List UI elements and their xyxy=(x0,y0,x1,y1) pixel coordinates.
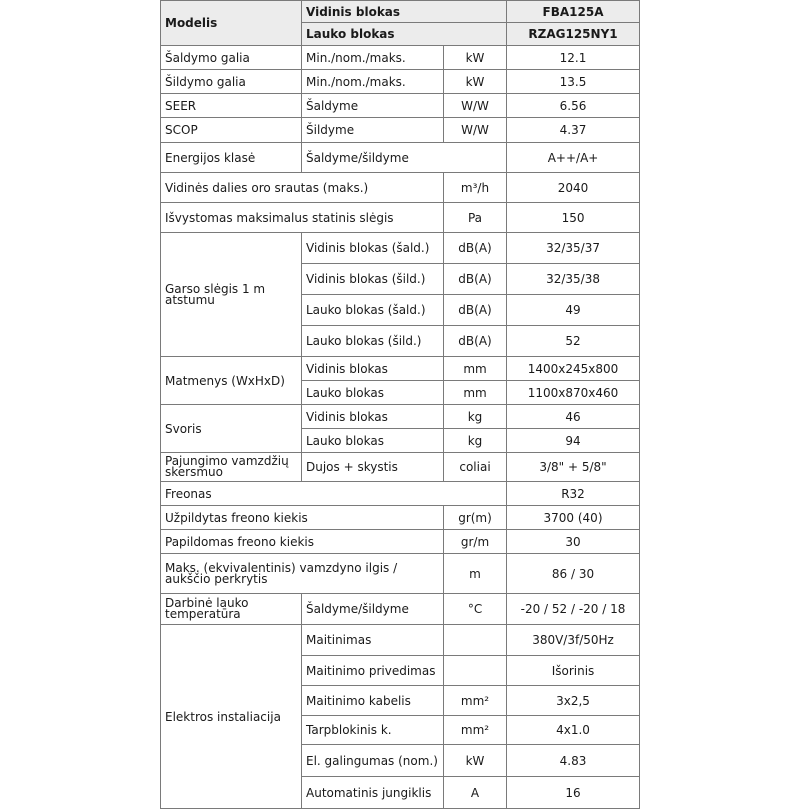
row-sublabel: Vidinis blokas (šald.) xyxy=(302,233,444,264)
row-unit xyxy=(444,625,507,656)
row-sublabel: El. galingumas (nom.) xyxy=(302,745,444,777)
row-sublabel: Lauko blokas xyxy=(302,429,444,453)
row-value: 16 xyxy=(507,777,640,809)
row-label: Šaldymo galia xyxy=(161,46,302,70)
table-row xyxy=(161,482,640,506)
row-sublabel: Vidinis blokas xyxy=(302,357,444,381)
header-row xyxy=(161,1,640,23)
row-sublabel: Šaldyme/šildyme xyxy=(302,594,444,625)
row-unit: gr/m xyxy=(444,530,507,554)
row-unit: kW xyxy=(444,46,507,70)
table-row xyxy=(161,143,640,173)
group-label-elektros: Elektros instaliacija xyxy=(161,625,302,809)
row-value: 4.37 xyxy=(507,118,640,143)
row-value: R32 xyxy=(507,482,640,506)
row-sublabel: Min./nom./maks. xyxy=(302,70,444,94)
modelis-label: Modelis xyxy=(161,1,302,46)
row-unit: W/W xyxy=(444,94,507,118)
row-sublabel: Tarpblokinis k. xyxy=(302,716,444,745)
row-sublabel: Min./nom./maks. xyxy=(302,46,444,70)
row-value: 4.83 xyxy=(507,745,640,777)
row-unit: kW xyxy=(444,70,507,94)
outdoor-model: RZAG125NY1 xyxy=(507,23,640,46)
row-label: Darbinė lauko temperatūra xyxy=(161,594,302,625)
row-unit: Pa xyxy=(444,203,507,233)
row-label: Papildomas freono kiekis xyxy=(161,530,444,554)
row-unit: dB(A) xyxy=(444,326,507,357)
row-value: 86 / 30 xyxy=(507,554,640,594)
row-label: Išvystomas maksimalus statinis slėgis xyxy=(161,203,444,233)
row-value: 2040 xyxy=(507,173,640,203)
group-label-svoris: Svoris xyxy=(161,405,302,453)
table-row xyxy=(161,506,640,530)
row-value: 52 xyxy=(507,326,640,357)
row-sublabel: Vidinis blokas xyxy=(302,405,444,429)
row-value: 13.5 xyxy=(507,70,640,94)
row-sublabel: Šaldyme xyxy=(302,94,444,118)
row-value: 4x1.0 xyxy=(507,716,640,745)
row-value: 32/35/38 xyxy=(507,264,640,295)
row-sublabel: Maitinimas xyxy=(302,625,444,656)
table-row xyxy=(161,46,640,70)
row-sublabel: Lauko blokas xyxy=(302,381,444,405)
row-unit xyxy=(444,656,507,686)
row-label: Vidinės dalies oro srautas (maks.) xyxy=(161,173,444,203)
table-row xyxy=(161,594,640,625)
row-sublabel: Maitinimo privedimas xyxy=(302,656,444,686)
row-value: 150 xyxy=(507,203,640,233)
row-label: Šildymo galia xyxy=(161,70,302,94)
row-sublabel: Maitinimo kabelis xyxy=(302,686,444,716)
row-unit: dB(A) xyxy=(444,295,507,326)
row-unit: mm xyxy=(444,381,507,405)
row-value: 12.1 xyxy=(507,46,640,70)
row-value: 94 xyxy=(507,429,640,453)
row-value: 6.56 xyxy=(507,94,640,118)
row-value: 380V/3f/50Hz xyxy=(507,625,640,656)
row-value: 3x2,5 xyxy=(507,686,640,716)
row-unit: kW xyxy=(444,745,507,777)
row-label: SEER xyxy=(161,94,302,118)
row-label: Užpildytas freono kiekis xyxy=(161,506,444,530)
table-row xyxy=(161,94,640,118)
row-sublabel: Šaldyme/šildyme xyxy=(302,143,507,173)
row-sublabel: Lauko blokas (šald.) xyxy=(302,295,444,326)
row-unit: kg xyxy=(444,429,507,453)
table-row xyxy=(161,357,640,381)
row-value: Išorinis xyxy=(507,656,640,686)
row-unit: mm² xyxy=(444,686,507,716)
vidinis-blokas-header: Vidinis blokas xyxy=(302,1,507,23)
row-unit: m³/h xyxy=(444,173,507,203)
group-label-matmenys: Matmenys (WxHxD) xyxy=(161,357,302,405)
row-value: 30 xyxy=(507,530,640,554)
row-unit: W/W xyxy=(444,118,507,143)
table-row xyxy=(161,405,640,429)
table-row xyxy=(161,118,640,143)
row-value: 3700 (40) xyxy=(507,506,640,530)
row-label: SCOP xyxy=(161,118,302,143)
row-unit: m xyxy=(444,554,507,594)
indoor-model: FBA125A xyxy=(507,1,640,23)
row-value: -20 / 52 / -20 / 18 xyxy=(507,594,640,625)
row-unit: °C xyxy=(444,594,507,625)
row-unit: gr(m) xyxy=(444,506,507,530)
table-row xyxy=(161,173,640,203)
row-value: 46 xyxy=(507,405,640,429)
row-value: 49 xyxy=(507,295,640,326)
row-value: 1100x870x460 xyxy=(507,381,640,405)
specification-table xyxy=(160,0,640,809)
row-unit: kg xyxy=(444,405,507,429)
row-sublabel: Automatinis jungiklis xyxy=(302,777,444,809)
row-value: 3/8" + 5/8" xyxy=(507,453,640,482)
table-row xyxy=(161,233,640,264)
row-sublabel: Vidinis blokas (šild.) xyxy=(302,264,444,295)
row-value: A++/A+ xyxy=(507,143,640,173)
row-unit: coliai xyxy=(444,453,507,482)
row-label: Freonas xyxy=(161,482,507,506)
row-value: 32/35/37 xyxy=(507,233,640,264)
row-value: 1400x245x800 xyxy=(507,357,640,381)
lauko-blokas-header: Lauko blokas xyxy=(302,23,507,46)
row-unit: mm xyxy=(444,357,507,381)
row-unit: dB(A) xyxy=(444,233,507,264)
row-unit: mm² xyxy=(444,716,507,745)
row-label: Energijos klasė xyxy=(161,143,302,173)
row-unit: A xyxy=(444,777,507,809)
row-sublabel: Dujos + skystis xyxy=(302,453,444,482)
table-row xyxy=(161,70,640,94)
table-row xyxy=(161,554,640,594)
row-label: Pajungimo vamzdžių skersmuo xyxy=(161,453,302,482)
row-sublabel: Šildyme xyxy=(302,118,444,143)
table-row xyxy=(161,453,640,482)
group-label-garso-slegis: Garso slėgis 1 m atstumu xyxy=(161,233,302,357)
table-row xyxy=(161,203,640,233)
table-row xyxy=(161,625,640,656)
row-label: Maks. (ekvivalentinis) vamzdyno ilgis / aukščio perkrytis xyxy=(161,554,444,594)
row-sublabel: Lauko blokas (šild.) xyxy=(302,326,444,357)
table-row xyxy=(161,530,640,554)
row-unit: dB(A) xyxy=(444,264,507,295)
